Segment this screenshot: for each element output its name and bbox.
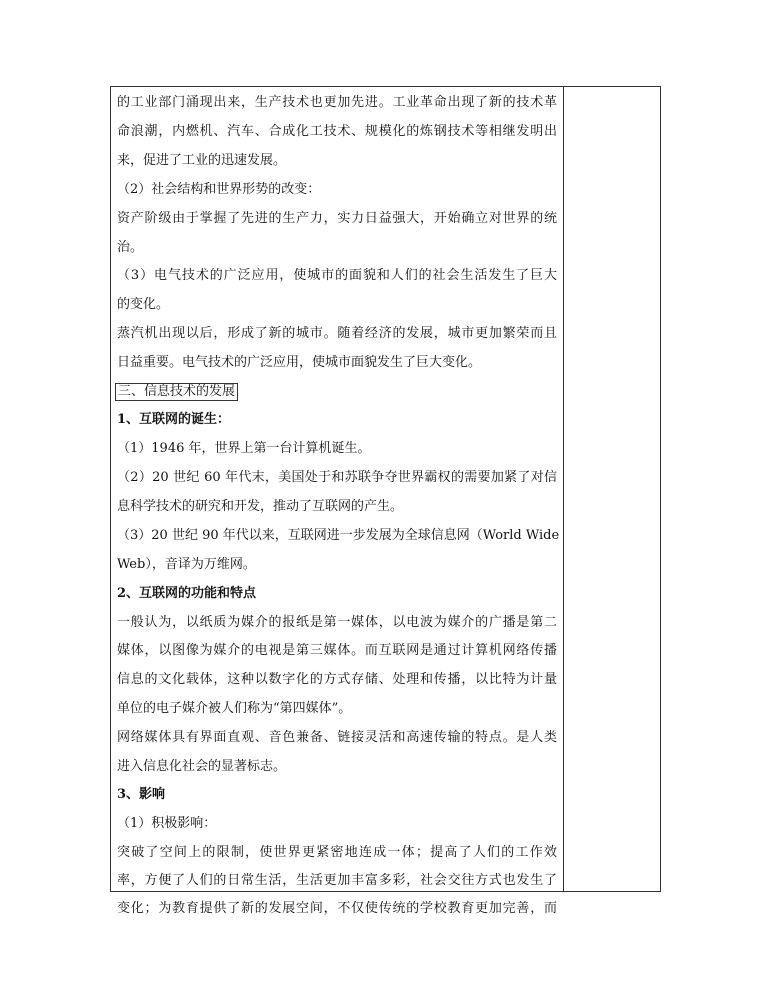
section-heading: 三、信息技术的发展 — [115, 383, 238, 401]
text-line: （2）社会结构和世界形势的改变： — [117, 182, 321, 197]
text-line: （3）电气技术的广泛应用，使城市的面貌和人们的社会生活发生了巨大 — [117, 268, 557, 283]
text-line: （3）20 世纪 90 年代以来，互联网进一步发展为全球信息网（World Wide — [117, 528, 560, 543]
text-line: 媒体，以图像为媒介的电视是第三媒体。而互联网是通过计算机网络传播 — [117, 643, 557, 658]
text-line: 息科学技术的研究和开发，推动了互联网的产生。 — [117, 499, 404, 514]
text-line: 资产阶级由于掌握了先进的生产力，实力日益强大，开始确立对世界的统 — [117, 211, 557, 226]
text-line: （1）积极影响： — [117, 816, 217, 831]
text-line: 率，方便了人们的日常生活，生活更加丰富多彩，社会交往方式也发生了 — [117, 873, 557, 888]
text-line: 变化；为教育提供了新的发展空间，不仅使传统的学校教育更加完善，而 — [117, 901, 557, 916]
text-line: （1）1946 年，世界上第一台计算机诞生。 — [117, 441, 371, 456]
text-line: 突破了空间上的限制，使世界更紧密地连成一体；提高了人们的工作效 — [117, 845, 557, 860]
text-line: 治。 — [117, 240, 144, 255]
text-line: （2）20 世纪 60 年代末，美国处于和苏联争夺世界霸权的需要加紧了对信 — [117, 470, 557, 485]
text-line: 命浪潮，内燃机、汽车、合成化工技术、规模化的炼钢技术等相继发明出 — [117, 124, 557, 139]
text-line: 一般认为，以纸质为媒介的报纸是第一媒体，以电波为媒介的广播是第二 — [117, 615, 557, 630]
text-line: 的工业部门涌现出来，生产技术也更加先进。工业革命出现了新的技术革 — [117, 95, 557, 110]
text-line: 单位的电子媒介被人们称为“第四媒体”。 — [117, 701, 352, 716]
text-line: 的变化。 — [117, 297, 170, 312]
subsection-heading: 3、影响 — [117, 787, 166, 802]
column-divider — [563, 87, 564, 891]
subsection-heading: 2、互联网的功能和特点 — [117, 586, 257, 601]
text-line: 蒸汽机出现以后，形成了新的城市。随着经济的发展，城市更加繁荣而且 — [117, 326, 557, 341]
text-line: 信息的文化载体，这种以数字化的方式存储、处理和传播，以比特为计量 — [117, 672, 557, 687]
text-line: 网络媒体具有界面直观、音色兼备、链接灵活和高速传输的特点。是人类 — [117, 730, 557, 745]
text-line: 进入信息化社会的显著标志。 — [117, 759, 287, 774]
text-line: 来，促进了工业的迅速发展。 — [117, 153, 287, 168]
document-table — [110, 86, 661, 916]
subsection-heading: 1、互联网的诞生： — [117, 412, 231, 427]
text-line: Web），音译为万维网。 — [117, 557, 256, 572]
text-line: 日益重要。电气技术的广泛应用，使城市面貌发生了巨大变化。 — [117, 355, 482, 370]
